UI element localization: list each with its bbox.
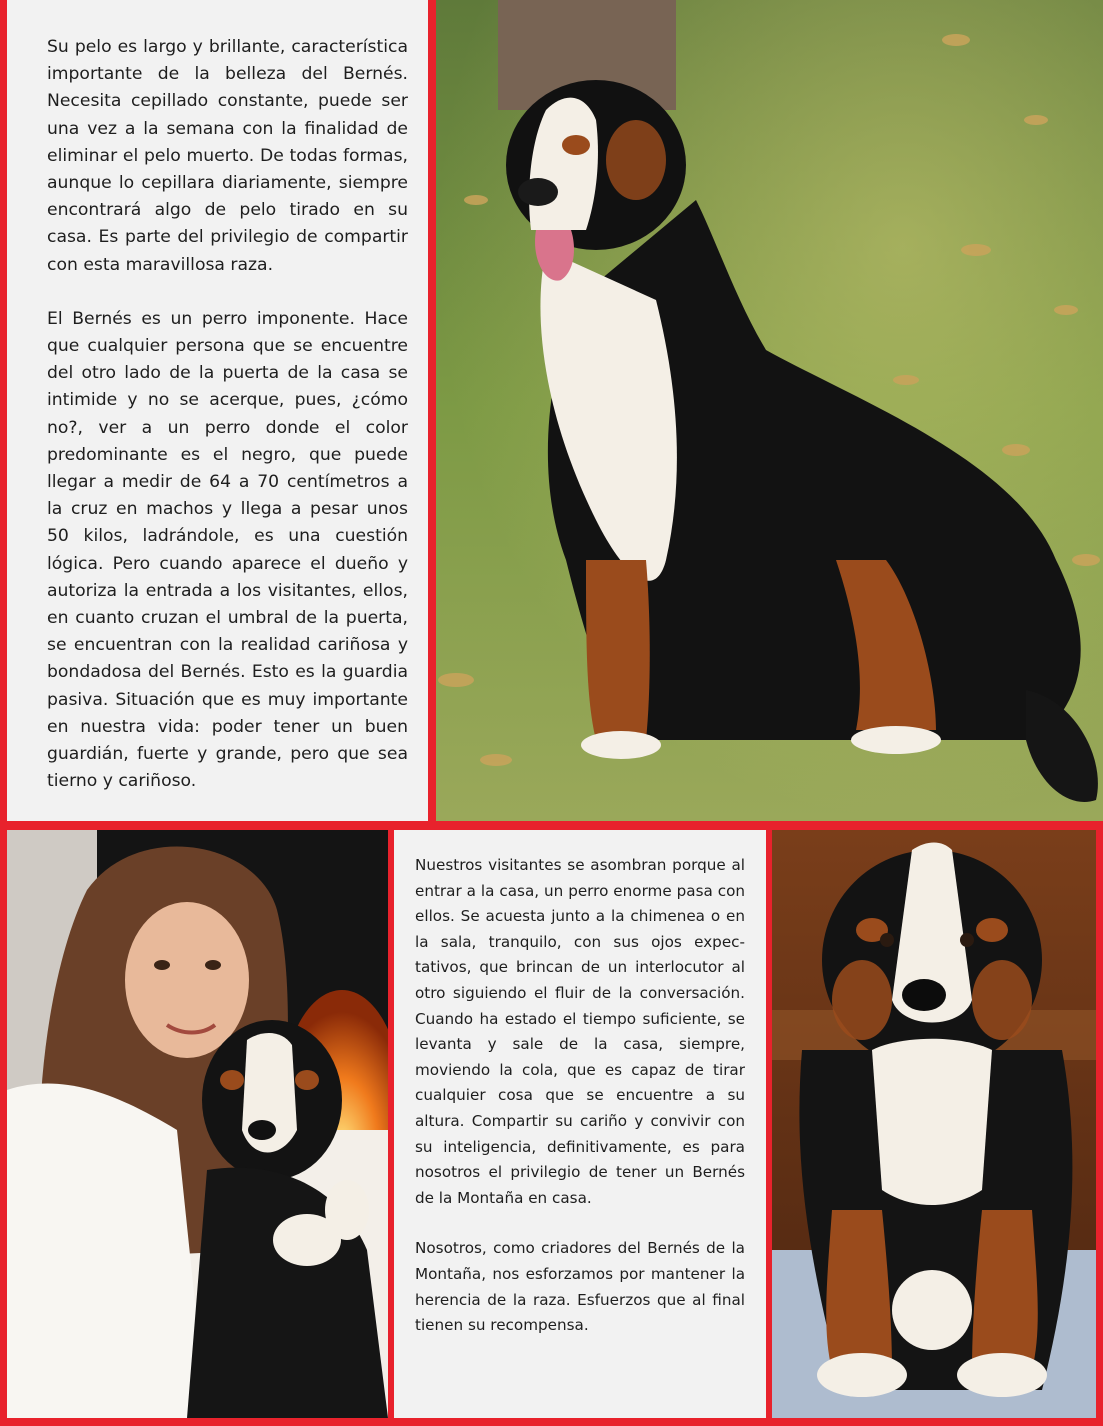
paragraph-visitors: Nuestros visitantes se asombran porque al entrar a la casa, un perro enorme pasa con ellos. Se acuesta junto a la chimenea o en la sala, tranquilo, con sus ojos expectativos, que brincan de un interlocutor al otro siguiendo el fluir de la conversación. Cuando ha estado el tiempo suficiente, se levanta y sale de la casa, siempre, moviendo la cola, que es capaz de tirar cualquier cosa que se encuentre a su altura. Compartir su cariño y convivir con su inteligencia, definitivamente, es para nosotros el privilegio de tener un Bernés de la Montaña en casa. <box>415 856 745 1207</box>
puppy-photo <box>772 830 1096 1418</box>
paragraph-coat-care: Su pelo es largo y brillante, característica importante de la belleza del Bernés. Necesita cepillado constante, puede ser una vez a la semana con la finalidad de eliminar el pelo muerto. De todas formas, aunque lo cepillara diariamente, siempre encontrará algo de pelo tirado en su casa. Es parte del privilegio de compartir con esta maravillosa raza. <box>47 37 408 275</box>
paragraph-guard-dog: El Bernés es un perro imponente. Hace que cualquier persona que se encuentre del otro lado de la puerta de la casa se intimide y no se acerque, pues, ¿cómo no?, ver a un perro donde el color predominante es el negro, que puede llegar a medir de 64 a 70 centímetros a la cruz en machos y llega a pesar unos 50 kilos, ladrándole, es una cuestión lógica. Pero cuando aparece el dueño y autoriza la entrada a los visitantes, ellos, en cuanto cruzan el umbral de la puerta, se encuentran con la realidad cariñosa y bondadosa del Bernés. Esto es la guardia pasiva. Situación que es muy importante en nuestra vida: poder tener un buen guardián, fuerte y grande, pero que sea tierno y cariñoso. <box>47 308 408 792</box>
text-panel-top-left <box>7 0 428 821</box>
text-panel-bottom <box>394 830 766 1418</box>
paragraph-breeders: Nosotros, como criadores del Bernés de la Montaña, nos esforzamos por mantener la herencia de la raza. Esfuerzos que al final tienen su recompensa. <box>415 1239 745 1335</box>
girl-with-puppy-photo <box>7 830 388 1418</box>
adult-dog-photo <box>436 0 1103 821</box>
